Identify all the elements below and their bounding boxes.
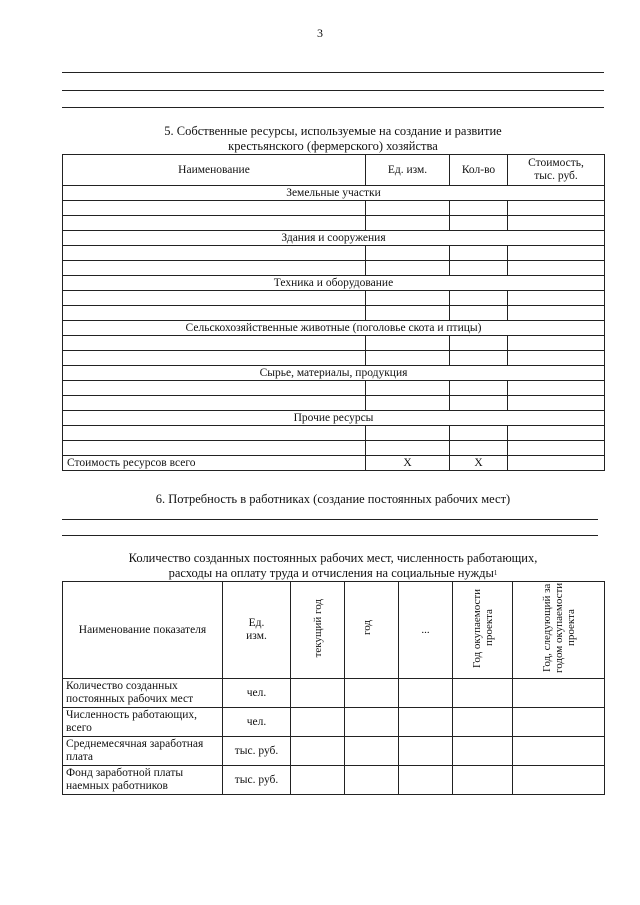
blank-row — [63, 216, 605, 231]
category-row: Прочие ресурсы — [63, 411, 605, 426]
cell-name[interactable] — [63, 396, 366, 411]
table-row — [63, 737, 605, 766]
header-unit — [223, 582, 291, 679]
blank-line — [62, 535, 598, 536]
section6-title: 6. Потребность в работниках (создание постоянных рабочих мест) — [155, 492, 511, 506]
footnote-mark: 1 — [493, 569, 498, 577]
cell-qty[interactable] — [450, 291, 508, 306]
header-payback-year-text: Год окупаемости проекта — [470, 588, 495, 668]
header-unit: Ед. изм. — [366, 155, 450, 186]
cell-unit[interactable] — [366, 381, 450, 396]
cell-unit[interactable] — [366, 441, 450, 456]
value-cell[interactable] — [513, 766, 605, 795]
blank-line — [62, 90, 604, 91]
cell-qty[interactable] — [450, 246, 508, 261]
blank-row — [63, 336, 605, 351]
table-caption-line1: Количество созданных постоянных рабочих мест, численность работающих, — [128, 551, 538, 565]
header-current-year — [291, 582, 345, 679]
blank-row — [63, 261, 605, 276]
value-cell[interactable] — [345, 766, 399, 795]
header-unit-line1: Ед. — [248, 617, 265, 629]
blank-row — [63, 396, 605, 411]
value-cell[interactable] — [345, 737, 399, 766]
value-cell[interactable] — [513, 737, 605, 766]
resources-table — [62, 154, 605, 471]
header-name: Наименование — [63, 155, 366, 186]
value-cell[interactable] — [345, 708, 399, 737]
cell-unit[interactable] — [366, 426, 450, 441]
section6-table-caption — [62, 551, 604, 581]
value-cell[interactable] — [399, 737, 453, 766]
value-cell[interactable] — [399, 766, 453, 795]
cell-name[interactable] — [63, 441, 366, 456]
blank-row — [63, 441, 605, 456]
blank-row — [63, 246, 605, 261]
cell-qty[interactable] — [450, 216, 508, 231]
cell-unit[interactable] — [366, 216, 450, 231]
cell-unit[interactable] — [366, 306, 450, 321]
category-row: Сельскохозяйственные животные (поголовье скота и птицы) — [63, 321, 605, 336]
resources-header-row — [63, 155, 605, 186]
blank-line — [62, 519, 598, 520]
cell-name[interactable] — [63, 261, 366, 276]
category-row: Земельные участки — [63, 186, 605, 201]
cell-qty[interactable] — [450, 306, 508, 321]
blank-row — [63, 201, 605, 216]
header-next-year — [513, 582, 605, 679]
cell-qty[interactable] — [450, 201, 508, 216]
indicator-unit: чел. — [223, 679, 291, 708]
total-cost[interactable] — [508, 456, 605, 471]
value-cell[interactable] — [453, 708, 513, 737]
header-cost-line1: Стоимость, — [528, 157, 584, 169]
section5-title-line1: 5. Собственные ресурсы, используемые на создание и развитие — [164, 124, 502, 138]
cell-qty[interactable] — [450, 396, 508, 411]
cell-unit[interactable] — [366, 261, 450, 276]
section5-title-line2: крестьянского (фермерского) хозяйства — [228, 139, 438, 153]
workers-header-row — [63, 582, 605, 679]
header-current-year-text: текущий год — [311, 598, 324, 658]
header-indicator-name: Наименование показателя — [63, 582, 223, 679]
indicator-unit: тыс. руб. — [223, 737, 291, 766]
blank-row — [63, 351, 605, 366]
cell-name[interactable] — [63, 306, 366, 321]
cell-unit[interactable] — [366, 351, 450, 366]
value-cell[interactable] — [345, 679, 399, 708]
cell-name[interactable] — [63, 351, 366, 366]
blank-line — [62, 72, 604, 73]
cell-cost[interactable] — [508, 261, 605, 276]
blank-line — [62, 107, 604, 108]
total-unit: X — [366, 456, 450, 471]
total-label: Стоимость ресурсов всего — [63, 456, 366, 471]
indicator-name: Количество созданных постоянных рабочих мест — [63, 679, 223, 708]
cell-unit[interactable] — [366, 201, 450, 216]
table-row — [63, 766, 605, 795]
cell-qty[interactable] — [450, 351, 508, 366]
table-row — [63, 679, 605, 708]
cell-cost[interactable] — [508, 396, 605, 411]
value-cell[interactable] — [291, 737, 345, 766]
cell-qty[interactable] — [450, 336, 508, 351]
cell-unit[interactable] — [366, 336, 450, 351]
cell-qty[interactable] — [450, 441, 508, 456]
cell-name[interactable] — [63, 201, 366, 216]
cell-cost[interactable] — [508, 306, 605, 321]
cell-cost[interactable] — [508, 426, 605, 441]
cell-cost[interactable] — [508, 351, 605, 366]
cell-cost[interactable] — [508, 291, 605, 306]
total-row — [63, 456, 605, 471]
cell-qty[interactable] — [450, 381, 508, 396]
cell-name[interactable] — [63, 336, 366, 351]
cell-unit[interactable] — [366, 396, 450, 411]
header-unit-line2: изм. — [246, 630, 267, 642]
cell-unit[interactable] — [366, 291, 450, 306]
blank-row — [63, 291, 605, 306]
section5-title — [62, 124, 604, 154]
indicator-unit: тыс. руб. — [223, 766, 291, 795]
table-row — [63, 708, 605, 737]
value-cell[interactable] — [513, 708, 605, 737]
cell-name[interactable] — [63, 246, 366, 261]
cell-cost[interactable] — [508, 216, 605, 231]
value-cell[interactable] — [513, 679, 605, 708]
cell-cost[interactable] — [508, 441, 605, 456]
indicator-name: Фонд заработной платы наемных работников — [63, 766, 223, 795]
header-ellipsis-text: ... — [421, 623, 430, 636]
header-payback-year — [453, 582, 513, 679]
cell-qty[interactable] — [450, 261, 508, 276]
blank-row — [63, 381, 605, 396]
cell-cost[interactable] — [508, 246, 605, 261]
header-cost-line2: тыс. руб. — [534, 170, 578, 182]
category-row: Здания и сооружения — [63, 231, 605, 246]
cell-name[interactable] — [63, 381, 366, 396]
value-cell[interactable] — [291, 679, 345, 708]
value-cell[interactable] — [453, 679, 513, 708]
cell-name[interactable] — [63, 216, 366, 231]
indicator-unit: чел. — [223, 708, 291, 737]
cell-cost[interactable] — [508, 381, 605, 396]
header-year-text: год — [360, 620, 373, 636]
header-ellipsis — [399, 582, 453, 679]
cell-cost[interactable] — [508, 201, 605, 216]
page-number: 3 — [317, 26, 323, 40]
value-cell[interactable] — [399, 708, 453, 737]
total-qty: X — [450, 456, 508, 471]
blank-row — [63, 306, 605, 321]
indicator-name: Численность работающих, всего — [63, 708, 223, 737]
workers-table — [62, 581, 605, 795]
cell-unit[interactable] — [366, 246, 450, 261]
blank-row — [63, 426, 605, 441]
value-cell[interactable] — [399, 679, 453, 708]
category-row: Техника и оборудование — [63, 276, 605, 291]
category-row: Сырье, материалы, продукция — [63, 366, 605, 381]
value-cell[interactable] — [453, 766, 513, 795]
cell-cost[interactable] — [508, 336, 605, 351]
value-cell[interactable] — [453, 737, 513, 766]
header-qty: Кол-во — [450, 155, 508, 186]
cell-name[interactable] — [63, 291, 366, 306]
cell-name[interactable] — [63, 426, 366, 441]
header-next-year-text: Год, следующий за годом окупаемости проекта — [540, 582, 577, 674]
cell-qty[interactable] — [450, 426, 508, 441]
indicator-name: Среднемесячная заработная плата — [63, 737, 223, 766]
table-caption-line2-text: расходы на оплату труда и отчисления на социальные нужды — [168, 566, 494, 580]
value-cell[interactable] — [291, 766, 345, 795]
table-caption-line2 — [62, 566, 604, 581]
header-cost — [508, 155, 605, 186]
value-cell[interactable] — [291, 708, 345, 737]
header-year — [345, 582, 399, 679]
